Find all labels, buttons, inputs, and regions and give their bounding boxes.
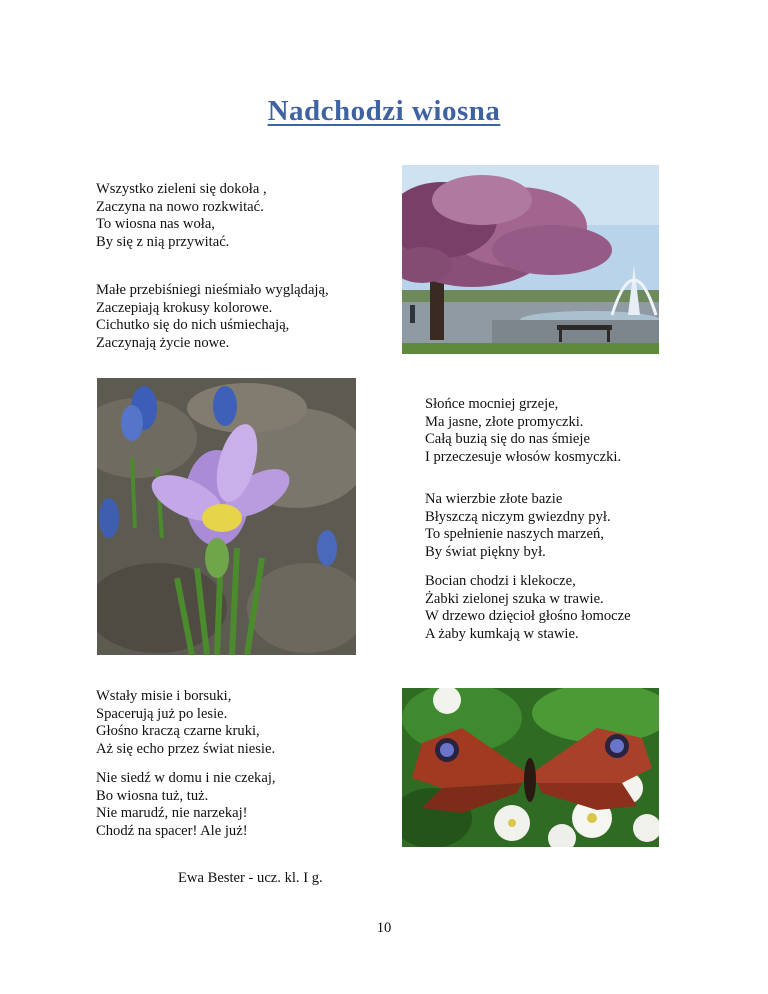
stanza-6	[96, 688, 275, 758]
crocus-photo	[97, 378, 356, 655]
blossom-tree-photo	[402, 165, 659, 354]
verse-line: W drzewo dzięcioł głośno łomocze	[425, 608, 631, 625]
author-credit: Ewa Bester - ucz. kl. I g.	[178, 870, 323, 886]
verse-line: Cichutko się do nich uśmiechają,	[96, 317, 290, 334]
verse-line: Nie marudź, nie narzekaj!	[96, 805, 248, 822]
stanza-5	[425, 573, 631, 643]
verse-line: Zaczynają życie nowe.	[96, 334, 230, 351]
butterfly-photo	[402, 688, 659, 847]
stanza-4	[425, 491, 611, 561]
verse-line: Spacerują już po lesie.	[96, 705, 228, 722]
stanza-2	[96, 282, 329, 352]
verse-line: Bo wiosna tuż, tuż.	[96, 787, 209, 804]
verse-line: Całą buzią się do nas śmieje	[425, 431, 590, 448]
verse-line: To wiosna nas woła,	[96, 216, 215, 233]
verse-line: Ma jasne, złote promyczki.	[425, 413, 584, 430]
stanza-7	[96, 770, 276, 840]
page-number: 10	[376, 920, 392, 936]
verse-line: Wszystko zieleni się dokoła ,	[96, 181, 267, 197]
verse-line: Wstały misie i borsuki,	[96, 688, 232, 704]
verse-line: Zaczepiają krokusy kolorowe.	[96, 299, 273, 316]
verse-line: Bocian chodzi i klekocze,	[425, 573, 576, 589]
stanza-3	[425, 396, 621, 466]
verse-line: A żaby kumkają w stawie.	[425, 625, 579, 642]
verse-line: By się z nią przywitać.	[96, 233, 230, 250]
verse-line: Chodź na spacer! Ale już!	[96, 822, 248, 839]
stanza-1	[96, 181, 267, 251]
verse-line: I przeczesuje włosów kosmyczki.	[425, 448, 622, 465]
verse-line: Małe przebiśniegi nieśmiało wyglądają,	[96, 282, 329, 298]
verse-line: Błyszczą niczym gwiezdny pył.	[425, 508, 611, 525]
poem-title: Nadchodzi wiosna	[267, 95, 501, 127]
verse-line: Na wierzbie złote bazie	[425, 491, 563, 507]
verse-line: Zaczyna na nowo rozkwitać.	[96, 198, 264, 215]
verse-line: By świat piękny był.	[425, 543, 546, 560]
verse-line: Nie siedź w domu i nie czekaj,	[96, 770, 276, 786]
verse-line: To spełnienie naszych marzeń,	[425, 526, 604, 543]
verse-line: Słońce mocniej grzeje,	[425, 396, 559, 412]
verse-line: Żabki zielonej szuka w trawie.	[425, 590, 604, 607]
verse-line: Głośno kraczą czarne kruki,	[96, 723, 260, 740]
verse-line: Aż się echo przez świat niesie.	[96, 740, 276, 757]
